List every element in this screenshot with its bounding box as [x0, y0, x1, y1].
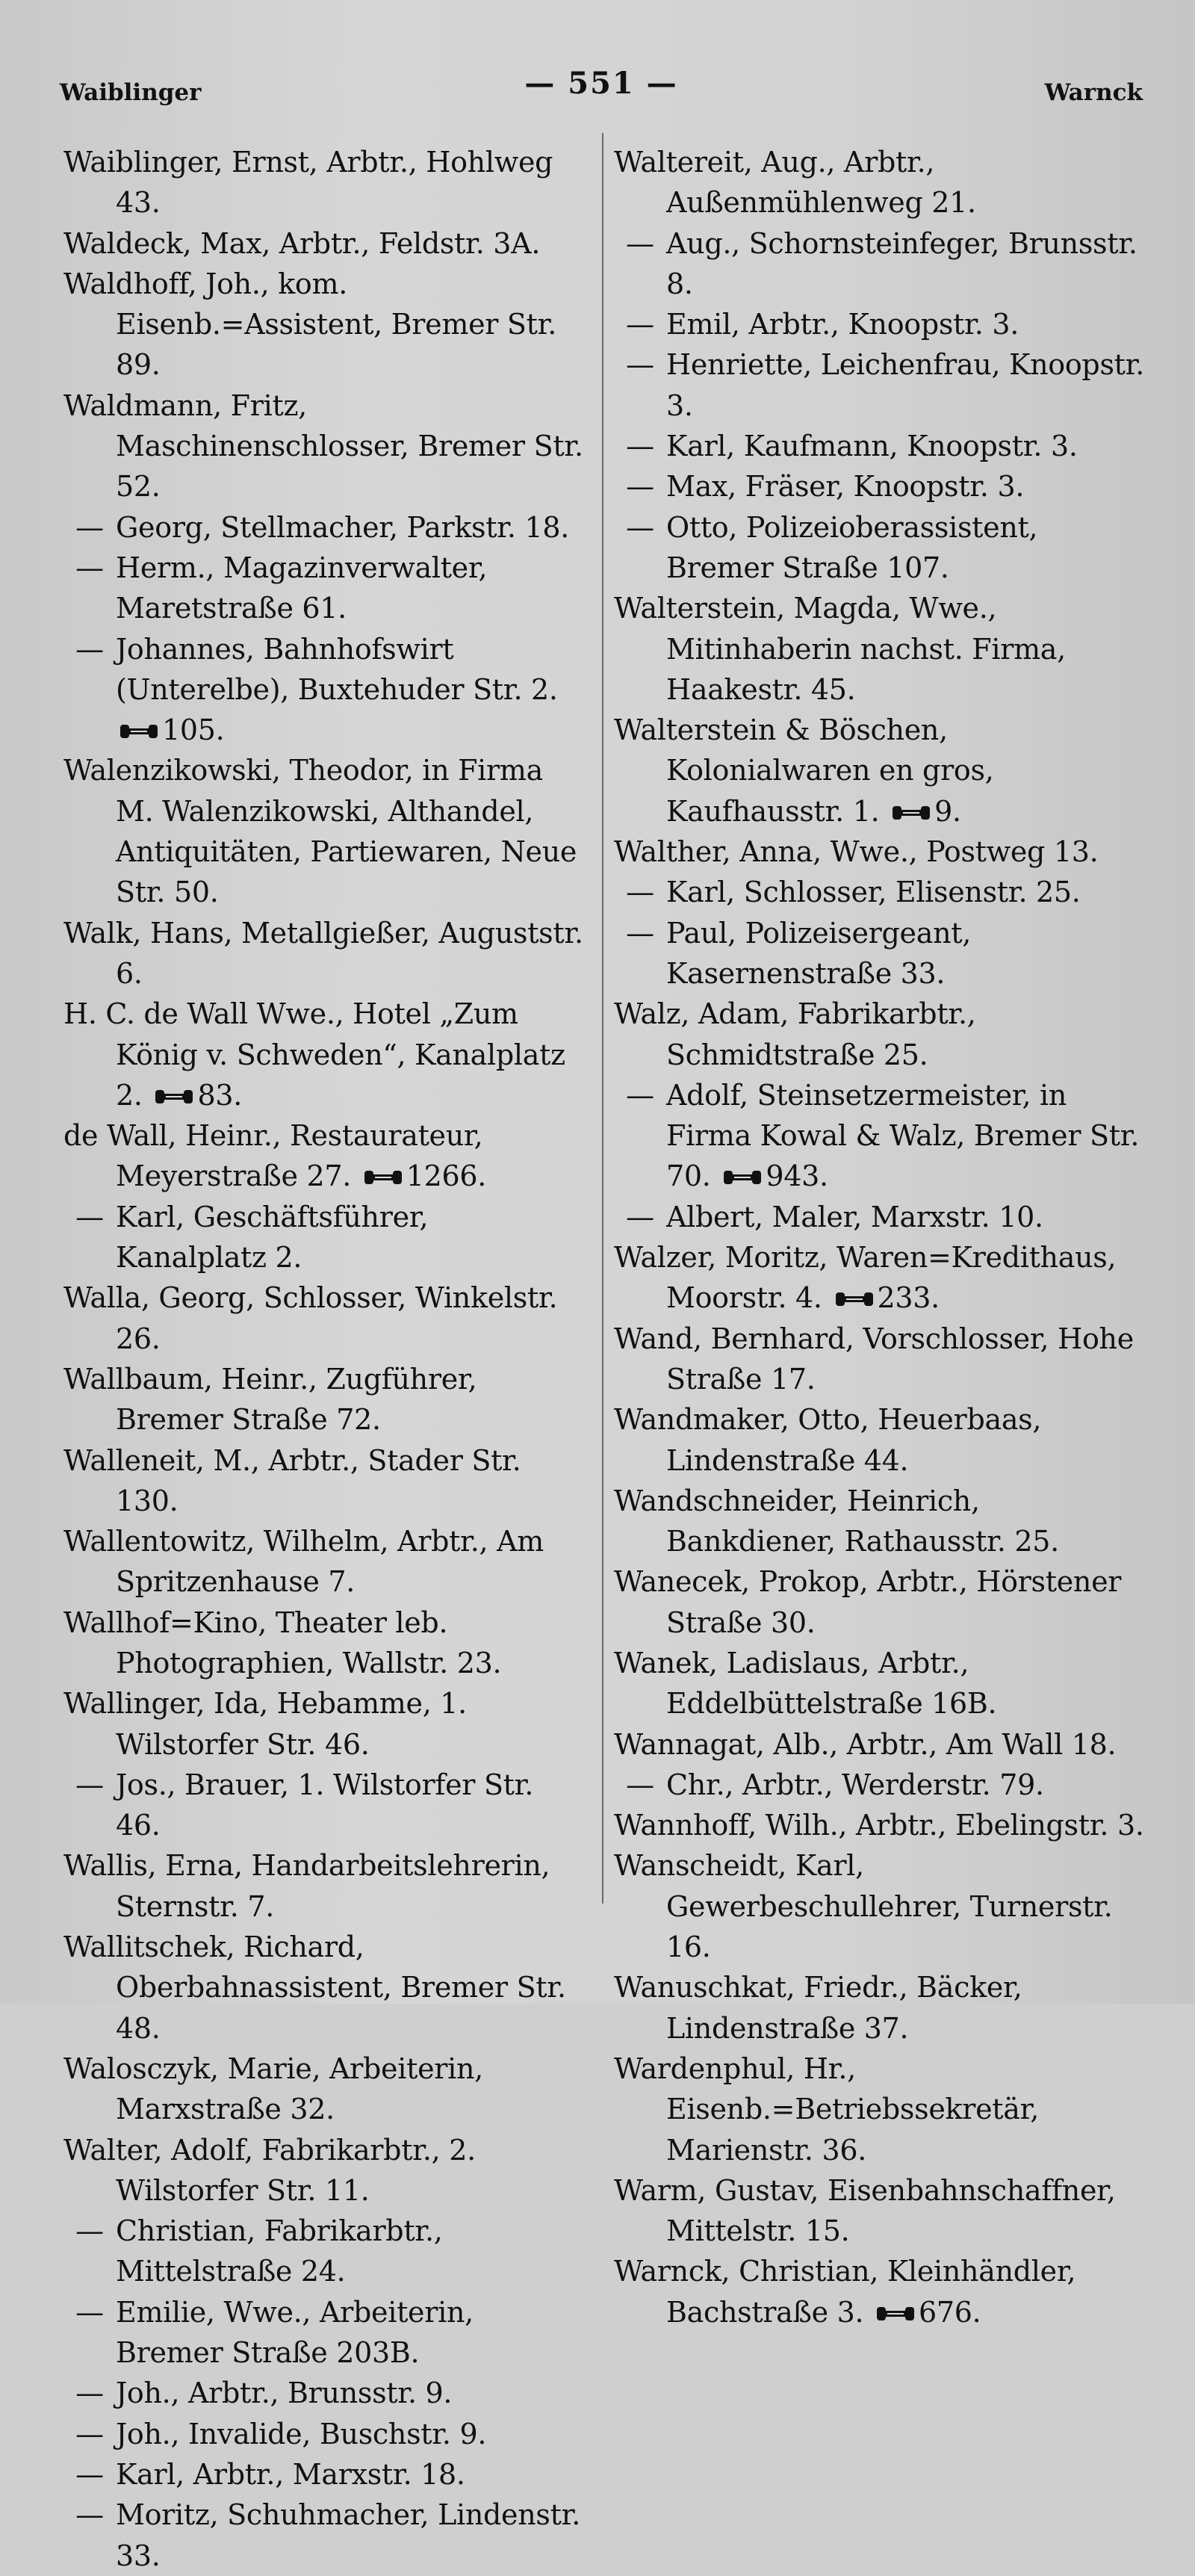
- entry-text: Wallitschek, Richard, Oberbahnassistent, Bremer Str. 48.: [63, 1931, 566, 2045]
- directory-entry: [63, 1115, 586, 1197]
- entry-text: Herm., Magazinverwalter, Maretstraße 61.: [116, 551, 488, 625]
- entry-text: Max, Fräser, Knoopstr. 3.: [666, 470, 1025, 504]
- directory-entry: [63, 1603, 586, 1684]
- entry-text: H. C. de Wall Wwe., Hotel „Zum König v. Schweden“, Kanalplatz 2.: [63, 997, 565, 1112]
- entry-text: Wand, Bernhard, Vorschlosser, Hohe Straße 17.: [614, 1322, 1134, 1396]
- entry-text: Karl, Arbtr., Marxstr. 18.: [116, 2457, 465, 2491]
- entry-text: Emilie, Wwe., Arbeiterin, Bremer Straße 203B.: [116, 2295, 474, 2370]
- directory-entry: [614, 2049, 1146, 2170]
- entry-text: Wallentowitz, Wilhelm, Arbtr., Am Spritzenhause 7.: [63, 1525, 544, 1599]
- directory-entry: [614, 1399, 1146, 1481]
- entry-text: Walz, Adam, Fabrikarbtr., Schmidtstraße 25.: [614, 997, 976, 1071]
- header-right-catchword: Warnck: [1044, 79, 1143, 106]
- entry-text: Georg, Stellmacher, Parkstr. 18.: [116, 510, 570, 544]
- entry-text: Karl, Schlosser, Elisenstr. 25.: [666, 876, 1081, 909]
- entry-text: Wanecek, Prokop, Arbtr., Hörstener Straße 30.: [614, 1565, 1122, 1639]
- running-head: [60, 66, 1143, 111]
- telephone-icon: [119, 720, 159, 743]
- column-divider: [602, 133, 603, 1904]
- directory-entry: [614, 588, 1146, 710]
- directory-entry: [63, 2130, 586, 2211]
- entry-text: Walther, Anna, Wwe., Postweg 13.: [614, 835, 1099, 869]
- directory-entry: [614, 2170, 1146, 2252]
- ditto-dash: —: [626, 1078, 654, 1112]
- ditto-dash: —: [75, 2417, 104, 2450]
- ditto-dash: —: [626, 1200, 654, 1233]
- directory-entry: [63, 1440, 586, 1522]
- directory-entry: [614, 1643, 1146, 1724]
- directory-entry: [63, 2373, 586, 2413]
- directory-entry: [614, 1724, 1146, 1765]
- directory-entry: [63, 913, 586, 994]
- entry-text: Walla, Georg, Schlosser, Winkelstr. 26.: [63, 1281, 558, 1355]
- right-column: [614, 142, 1146, 2332]
- entry-text: Wannagat, Alb., Arbtr., Am Wall 18.: [614, 1727, 1117, 1761]
- ditto-dash: —: [75, 551, 104, 584]
- phone-number: 105.: [162, 713, 225, 747]
- telephone-icon: [891, 802, 931, 824]
- directory-entry: [63, 264, 586, 386]
- phone-number: 233.: [877, 1281, 940, 1315]
- entry-text: Joh., Arbtr., Brunsstr. 9.: [116, 2377, 453, 2410]
- directory-entry: [63, 2454, 586, 2495]
- ditto-dash: —: [626, 510, 654, 544]
- phone-number: 1266.: [406, 1159, 487, 1193]
- entry-text: Wannhoff, Wilh., Arbtr., Ebelingstr. 3.: [614, 1809, 1144, 1842]
- phone-number: 83.: [197, 1078, 242, 1112]
- directory-entry: [63, 1278, 586, 1359]
- entry-text: Warnck, Christian, Kleinhändler, Bachstraße 3.: [614, 2255, 1076, 2329]
- entry-text: Moritz, Schuhmacher, Lindenstr. 33.: [116, 2498, 581, 2572]
- header-left-catchword: Waiblinger: [60, 79, 202, 106]
- directory-entry: [614, 913, 1146, 994]
- entry-text: Walosczyk, Marie, Arbeiterin, Marxstraße 32.: [63, 2052, 483, 2126]
- entry-text: Walter, Adolf, Fabrikarbtr., 2. Wilstorfer Str. 11.: [63, 2133, 476, 2207]
- entry-text: Wardenphul, Hr., Eisenb.=Betriebssekretär, Marienstr. 36.: [614, 2052, 1040, 2167]
- entry-text: Otto, Polizeioberassistent, Bremer Straße 107.: [666, 510, 1038, 584]
- directory-entry: [614, 1075, 1146, 1197]
- entry-text: Wallis, Erna, Handarbeitslehrerin, Sternstr. 7.: [63, 1849, 550, 1923]
- ditto-dash: —: [75, 632, 104, 666]
- ditto-dash: —: [75, 1200, 104, 1233]
- directory-entry: [63, 994, 586, 1115]
- directory-entry: [614, 1765, 1146, 1805]
- telephone-icon: [722, 1166, 763, 1189]
- entry-text: Wanscheidt, Karl, Gewerbeschullehrer, Turnerstr. 16.: [614, 1849, 1113, 1964]
- left-column: [63, 142, 586, 2576]
- directory-entry: [614, 1237, 1146, 1319]
- directory-entry: [63, 1845, 586, 1927]
- ditto-dash: —: [75, 2214, 104, 2248]
- ditto-dash: —: [75, 510, 104, 544]
- directory-entry: [63, 629, 586, 751]
- ditto-dash: —: [626, 226, 654, 260]
- entry-text: Walzer, Moritz, Waren=Kredithaus, Moorstr. 4.: [614, 1241, 1117, 1315]
- directory-entry: [63, 386, 586, 507]
- directory-entry: [63, 2211, 586, 2292]
- entry-text: Walterstein & Böschen, Kolonialwaren en gros, Kaufhausstr. 1.: [614, 713, 994, 828]
- entry-text: Walleneit, M., Arbtr., Stader Str. 130.: [63, 1443, 521, 1517]
- entry-text: Karl, Kaufmann, Knoopstr. 3.: [666, 430, 1078, 463]
- entry-text: Wallhof=Kino, Theater leb. Photographien, Wallstr. 23.: [63, 1606, 502, 1679]
- entry-text: de Wall, Heinr., Restaurateur, Meyerstraße 27.: [63, 1119, 483, 1193]
- ditto-dash: —: [626, 470, 654, 504]
- entry-text: Chr., Arbtr., Werderstr. 79.: [666, 1768, 1044, 1801]
- directory-entry: [614, 1481, 1146, 1562]
- entry-text: Adolf, Steinsetzermeister, in Firma Kowal & Walz, Bremer Str. 70.: [666, 1078, 1140, 1193]
- ditto-dash: —: [75, 2457, 104, 2491]
- phone-number: 943.: [766, 1159, 828, 1193]
- entry-text: Karl, Geschäftsführer, Kanalplatz 2.: [116, 1200, 429, 1275]
- directory-entry: [63, 142, 586, 223]
- directory-entry: [63, 2292, 586, 2374]
- ditto-dash: —: [75, 2295, 104, 2329]
- directory-entry: [63, 750, 586, 912]
- entry-text: Wallinger, Ida, Hebamme, 1. Wilstorfer Str. 46.: [63, 1687, 467, 1761]
- ditto-dash: —: [75, 2377, 104, 2410]
- phone-number: 9.: [934, 794, 961, 828]
- entry-text: Walterstein, Magda, Wwe., Mitinhaberin nachst. Firma, Haakestr. 45.: [614, 592, 1066, 706]
- entry-text: Wanek, Ladislaus, Arbtr., Eddelbüttelstraße 16B.: [614, 1646, 997, 1721]
- entry-text: Aug., Schornsteinfeger, Brunsstr. 8.: [666, 226, 1137, 300]
- entry-text: Waldmann, Fritz, Maschinenschlosser, Bremer Str. 52.: [63, 388, 583, 504]
- page-number: — 551 —: [524, 66, 678, 101]
- directory-entry: [63, 1683, 586, 1765]
- telephone-icon: [834, 1288, 875, 1310]
- phone-number: 676.: [919, 2295, 981, 2329]
- directory-entry: [614, 710, 1146, 832]
- ditto-dash: —: [75, 1768, 104, 1801]
- directory-entry: [63, 1765, 586, 1846]
- directory-entry: [614, 304, 1146, 344]
- directory-entry: [614, 872, 1146, 912]
- directory-entry: [614, 1319, 1146, 1400]
- directory-entry: [614, 994, 1146, 1075]
- directory-entry: [614, 1967, 1146, 2049]
- telephone-icon: [363, 1166, 403, 1189]
- directory-entry: [614, 142, 1146, 223]
- entry-text: Waiblinger, Ernst, Arbtr., Hohlweg 43.: [63, 146, 553, 220]
- directory-entry: [63, 1521, 586, 1603]
- entry-text: Paul, Polizeisergeant, Kasernenstraße 33.: [666, 916, 972, 990]
- directory-entry: [614, 426, 1146, 466]
- entry-text: Warm, Gustav, Eisenbahnschaffner, Mittelstr. 15.: [614, 2173, 1116, 2248]
- ditto-dash: —: [626, 1768, 654, 1801]
- entry-text: Joh., Invalide, Buschstr. 9.: [116, 2417, 487, 2450]
- entry-text: Wandmaker, Otto, Heuerbaas, Lindenstraße 44.: [614, 1403, 1042, 1477]
- entry-text: Waldhoff, Joh., kom. Eisenb.=Assistent, Bremer Str. 89.: [63, 267, 557, 382]
- entry-text: Waldeck, Max, Arbtr., Feldstr. 3A.: [63, 226, 541, 260]
- telephone-icon: [154, 1086, 194, 1108]
- entry-text: Walenzikowski, Theodor, in Firma M. Walenzikowski, Althandel, Antiquitäten, Partiewaren, Neue Str. 50.: [63, 754, 577, 909]
- directory-entry: [63, 1359, 586, 1440]
- ditto-dash: —: [626, 348, 654, 382]
- entry-text: Wanuschkat, Friedr., Bäcker, Lindenstraße 37.: [614, 1971, 1022, 2045]
- entry-text: Walk, Hans, Metallgießer, Auguststr. 6.: [63, 916, 583, 990]
- directory-entry: [63, 223, 586, 264]
- entry-text: Wallbaum, Heinr., Zugführer, Bremer Straße 72.: [63, 1362, 477, 1437]
- directory-entry: [614, 1561, 1146, 1643]
- entry-text: Albert, Maler, Marxstr. 10.: [666, 1200, 1043, 1233]
- directory-entry: [614, 507, 1146, 589]
- ditto-dash: —: [626, 308, 654, 341]
- directory-entry: [63, 1927, 586, 2049]
- directory-entry: [614, 832, 1146, 872]
- directory-entry: [63, 548, 586, 629]
- directory-entry: [63, 507, 586, 548]
- directory-entry: [614, 223, 1146, 305]
- entry-text: Jos., Brauer, 1. Wilstorfer Str. 46.: [116, 1768, 534, 1842]
- directory-entry: [614, 1805, 1146, 1845]
- directory-entry: [63, 2049, 586, 2130]
- directory-entry: [614, 1845, 1146, 1967]
- directory-entry: [614, 2251, 1146, 2332]
- entry-text: Christian, Fabrikarbtr., Mittelstraße 24.: [116, 2214, 443, 2288]
- ditto-dash: —: [626, 876, 654, 909]
- directory-entry: [614, 1197, 1146, 1237]
- ditto-dash: —: [626, 916, 654, 950]
- ditto-dash: —: [75, 2498, 104, 2532]
- directory-entry: [63, 2414, 586, 2454]
- entry-text: Wandschneider, Heinrich, Bankdiener, Rathausstr. 25.: [614, 1484, 1059, 1558]
- entry-text: Henriette, Leichenfrau, Knoopstr. 3.: [666, 348, 1145, 422]
- directory-entry: [63, 2495, 586, 2576]
- entry-text: Emil, Arbtr., Knoopstr. 3.: [666, 308, 1019, 341]
- entry-text: Waltereit, Aug., Arbtr., Außenmühlenweg 21.: [614, 146, 976, 220]
- ditto-dash: —: [626, 430, 654, 463]
- directory-entry: [614, 466, 1146, 507]
- directory-entry: [63, 1197, 586, 1278]
- directory-entry: [614, 344, 1146, 426]
- entry-text: Johannes, Bahnhofswirt (Unterelbe), Buxtehuder Str. 2.: [116, 632, 558, 706]
- telephone-icon: [875, 2303, 916, 2325]
